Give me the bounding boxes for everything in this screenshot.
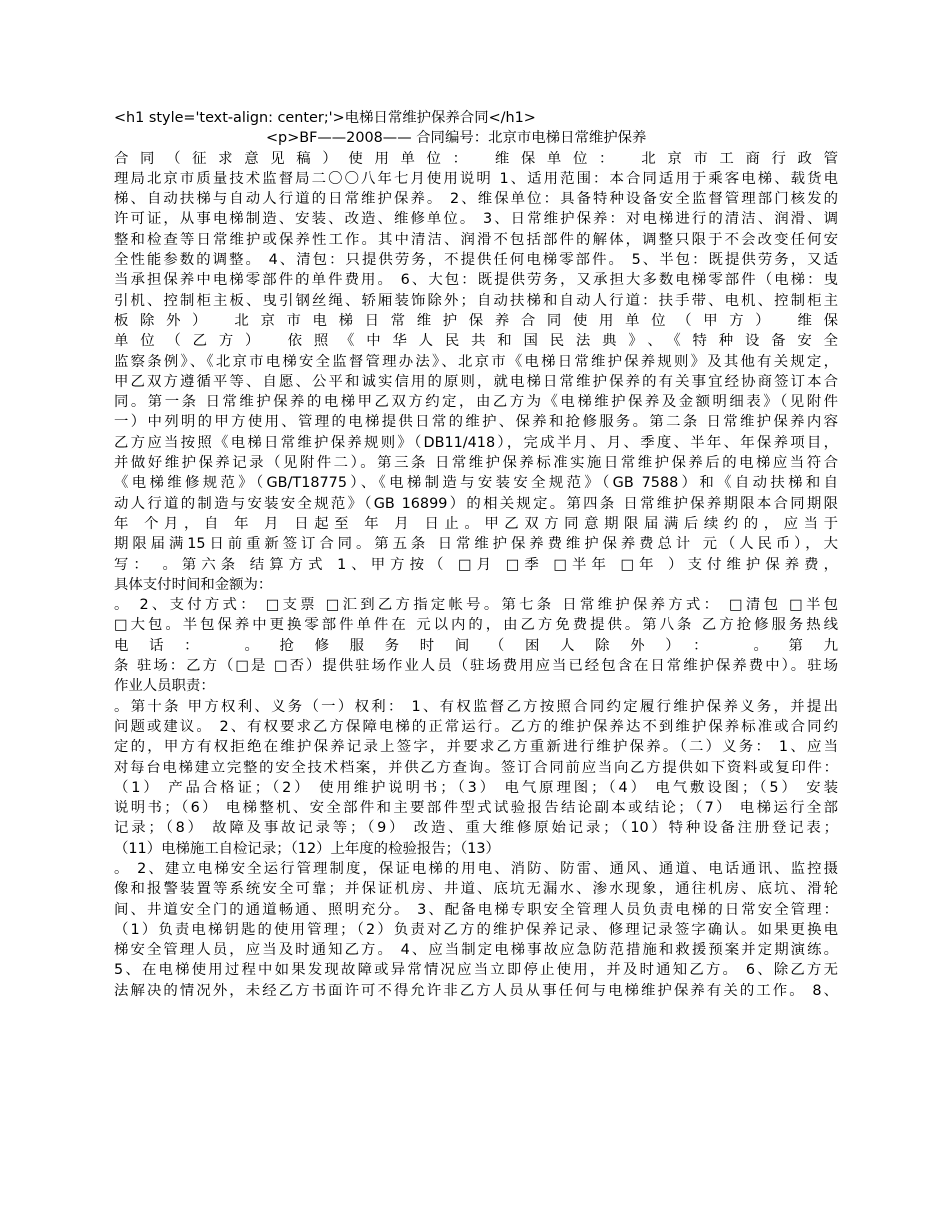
body-line: 。 2、建立电梯安全运行管理制度，保证电梯的用电、消防、防雷、通风、通道、电话通讯、监控摄 bbox=[114, 860, 838, 877]
body-line: 具体支付时间和金额为： bbox=[114, 576, 273, 593]
body-line: 。 2、支付方式： □支票 □汇到乙方指定帐号。第七条 日常维护保养方式： □清包 □半包 bbox=[114, 597, 838, 614]
body-line: 5、在电梯使用过程中如果发现故障或异常情况应当立即停止使用，并及时通知乙方。 6、除乙方无 bbox=[114, 962, 838, 979]
contract-number-line: <p>BF——2008—— 合同编号：北京市电梯日常维护保养 bbox=[266, 130, 647, 147]
body-line: 许可证，从事电梯制造、安装、改造、维修单位。 3、日常维护保养：对电梯进行的清洁、润滑、调 bbox=[114, 211, 838, 228]
body-line: 《电梯维修规范》（GB/T18775）、《电梯制造与安装安全规范》（GB 7588）和《自动扶梯和自 bbox=[114, 475, 838, 492]
body-line: 问题或建议。 2、有权要求乙方保障电梯的正常运行。乙方的维护保养达不到维护保养标准或合同约 bbox=[114, 718, 838, 735]
body-line: 条 驻场：乙方（□是 □否）提供驻场作业人员（驻场费用应当已经包含在日常维护保养费中）。驻场 bbox=[114, 658, 838, 675]
body-line: 一）中列明的甲方使用、管理的电梯提供日常的维护、保养和抢修服务。第二条 日常维护保养内容 bbox=[114, 414, 838, 431]
body-line: 乙方应当按照《电梯日常维护保养规则》（DB11/418），完成半月、月、季度、半年、年保养项目， bbox=[114, 434, 838, 451]
body-line: 对每台电梯建立完整的安全技术档案，并供乙方查询。签订合同前应当向乙方提供如下资料或复印件： bbox=[114, 759, 838, 776]
body-line: 法解决的情况外，未经乙方书面许可不得允许非乙方人员从事任何与电梯维护保养有关的工作。 8、 bbox=[114, 982, 838, 999]
body-line: 并做好维护保养记录（见附件二）。第三条 日常维护保养标准实施日常维护保养后的电梯应当符合 bbox=[114, 455, 838, 472]
body-line: 像和报警装置等系统安全可靠；并保证机房、井道、底坑无漏水、渗水现象，通往机房、底坑、滑轮 bbox=[114, 881, 838, 898]
body-line: 梯安全管理人员，应当及时通知乙方。 4、应当制定电梯事故应急防范措施和救援预案并定期演练。 bbox=[114, 942, 838, 959]
body-line: （1） 产品合格证；（2） 使用维护说明书；（3） 电气原理图；（4） 电气敷设图；（5） 安装 bbox=[114, 779, 838, 796]
body-line: 引机、控制柜主板、曳引钢丝绳、轿厢装饰除外；自动扶梯和自动人行道：扶手带、电机、控制柜主 bbox=[114, 292, 838, 309]
body-line: 理局北京市质量技术监督局二〇〇八年七月使用说明 1、适用范围：本合同适用于乘客电梯、载货电 bbox=[114, 170, 838, 187]
body-line: （11）电梯施工自检记录；（12）上年度的检验报告；（13） bbox=[114, 840, 500, 857]
body-line: 合同（征求意见稿）使用单位： 维保单位： 北京市工商行政管 bbox=[114, 150, 838, 167]
html-heading-line: <h1 style='text-align: center;'>电梯日常维护保养合同</h1> bbox=[114, 110, 536, 126]
body-line: （1）负责电梯钥匙的使用管理；（2）负责对乙方的维护保养记录、修理记录签字确认。如果更换电 bbox=[114, 921, 838, 938]
body-line: 说明书；（6） 电梯整机、安全部件和主要部件型式试验报告结论副本或结论；（7） 电梯运行全部 bbox=[114, 800, 838, 817]
body-line: □大包。半包保养中更换零部件单件在 元以内的，由乙方免费提供。第八条 乙方抢修服务热线 bbox=[114, 617, 838, 634]
body-line: 写： 。第六条 结算方式 1、甲方按（ □月 □季 □半年 □年 ）支付维护保养费， bbox=[114, 556, 838, 573]
body-line: 作业人员职责： bbox=[114, 678, 215, 695]
body-line: 梯、自动扶梯与自动人行道的日常维护保养。 2、维保单位：具备特种设备安全监督管理部门核发的 bbox=[114, 191, 838, 208]
body-line: 整和检查等日常维护或保养性工作。其中清洁、润滑不包括部件的解体，调整只限于不会改变任何安 bbox=[114, 231, 838, 248]
contract-document bbox=[114, 108, 838, 1001]
body-line: 间、井道安全门的通道畅通、照明充分。 3、配备电梯专职安全管理人员负责电梯的日常安全管理： bbox=[114, 901, 838, 918]
body-line: 动人行道的制造与安装安全规范》（GB 16899）的相关规定。第四条 日常维护保养期限本合同期限 bbox=[114, 495, 838, 512]
body-line: 甲乙双方遵循平等、自愿、公平和诚实信用的原则，就电梯日常维护保养的有关事宜经协商签订本合 bbox=[114, 373, 838, 390]
body-line: 监察条例》、《北京市电梯安全监督管理办法》、北京市《电梯日常维护保养规则》及其他有关规定， bbox=[114, 353, 838, 370]
body-line: 年 个月，自 年 月 日起至 年 月 日止。甲乙双方同意期限届满后续约的，应当于 bbox=[114, 515, 838, 532]
body-line: 单位（乙方） 依照《中华人民共和国民法典》、《特种设备安全 bbox=[114, 333, 838, 350]
body-line: 电话： 。抢修服务时间（困人除外）： 。第九 bbox=[114, 637, 838, 654]
body-line: 定的，甲方有权拒绝在维护保养记录上签字，并要求乙方重新进行维护保养。（二）义务： 1、应当 bbox=[114, 739, 838, 756]
body-line: 。第十条 甲方权利、义务（一）权利： 1、有权监督乙方按照合同约定履行维护保养义务，并提出 bbox=[114, 698, 838, 715]
body-line: 记录；（8） 故障及事故记录等；（9） 改造、重大维修原始记录；（10）特种设备注册登记表； bbox=[114, 820, 838, 837]
body-line: 期限届满15日前重新签订合同。第五条 日常维护保养费维护保养费总计 元（人民币），大 bbox=[114, 536, 838, 553]
body-line: 板除外） 北京市电梯日常维护保养合同使用单位（甲方） 维保 bbox=[114, 312, 838, 329]
body-line: 全性能参数的调整。 4、清包：只提供劳务，不提供任何电梯零部件。 5、半包：既提供劳务，又适 bbox=[114, 252, 838, 269]
body-line: 当承担保养中电梯零部件的单件费用。 6、大包：既提供劳务，又承担大多数电梯零部件（电梯：曳 bbox=[114, 272, 838, 289]
body-line: 同。第一条 日常维护保养的电梯甲乙双方约定，由乙方为《电梯维护保养及金额明细表》（见附件 bbox=[114, 394, 838, 411]
